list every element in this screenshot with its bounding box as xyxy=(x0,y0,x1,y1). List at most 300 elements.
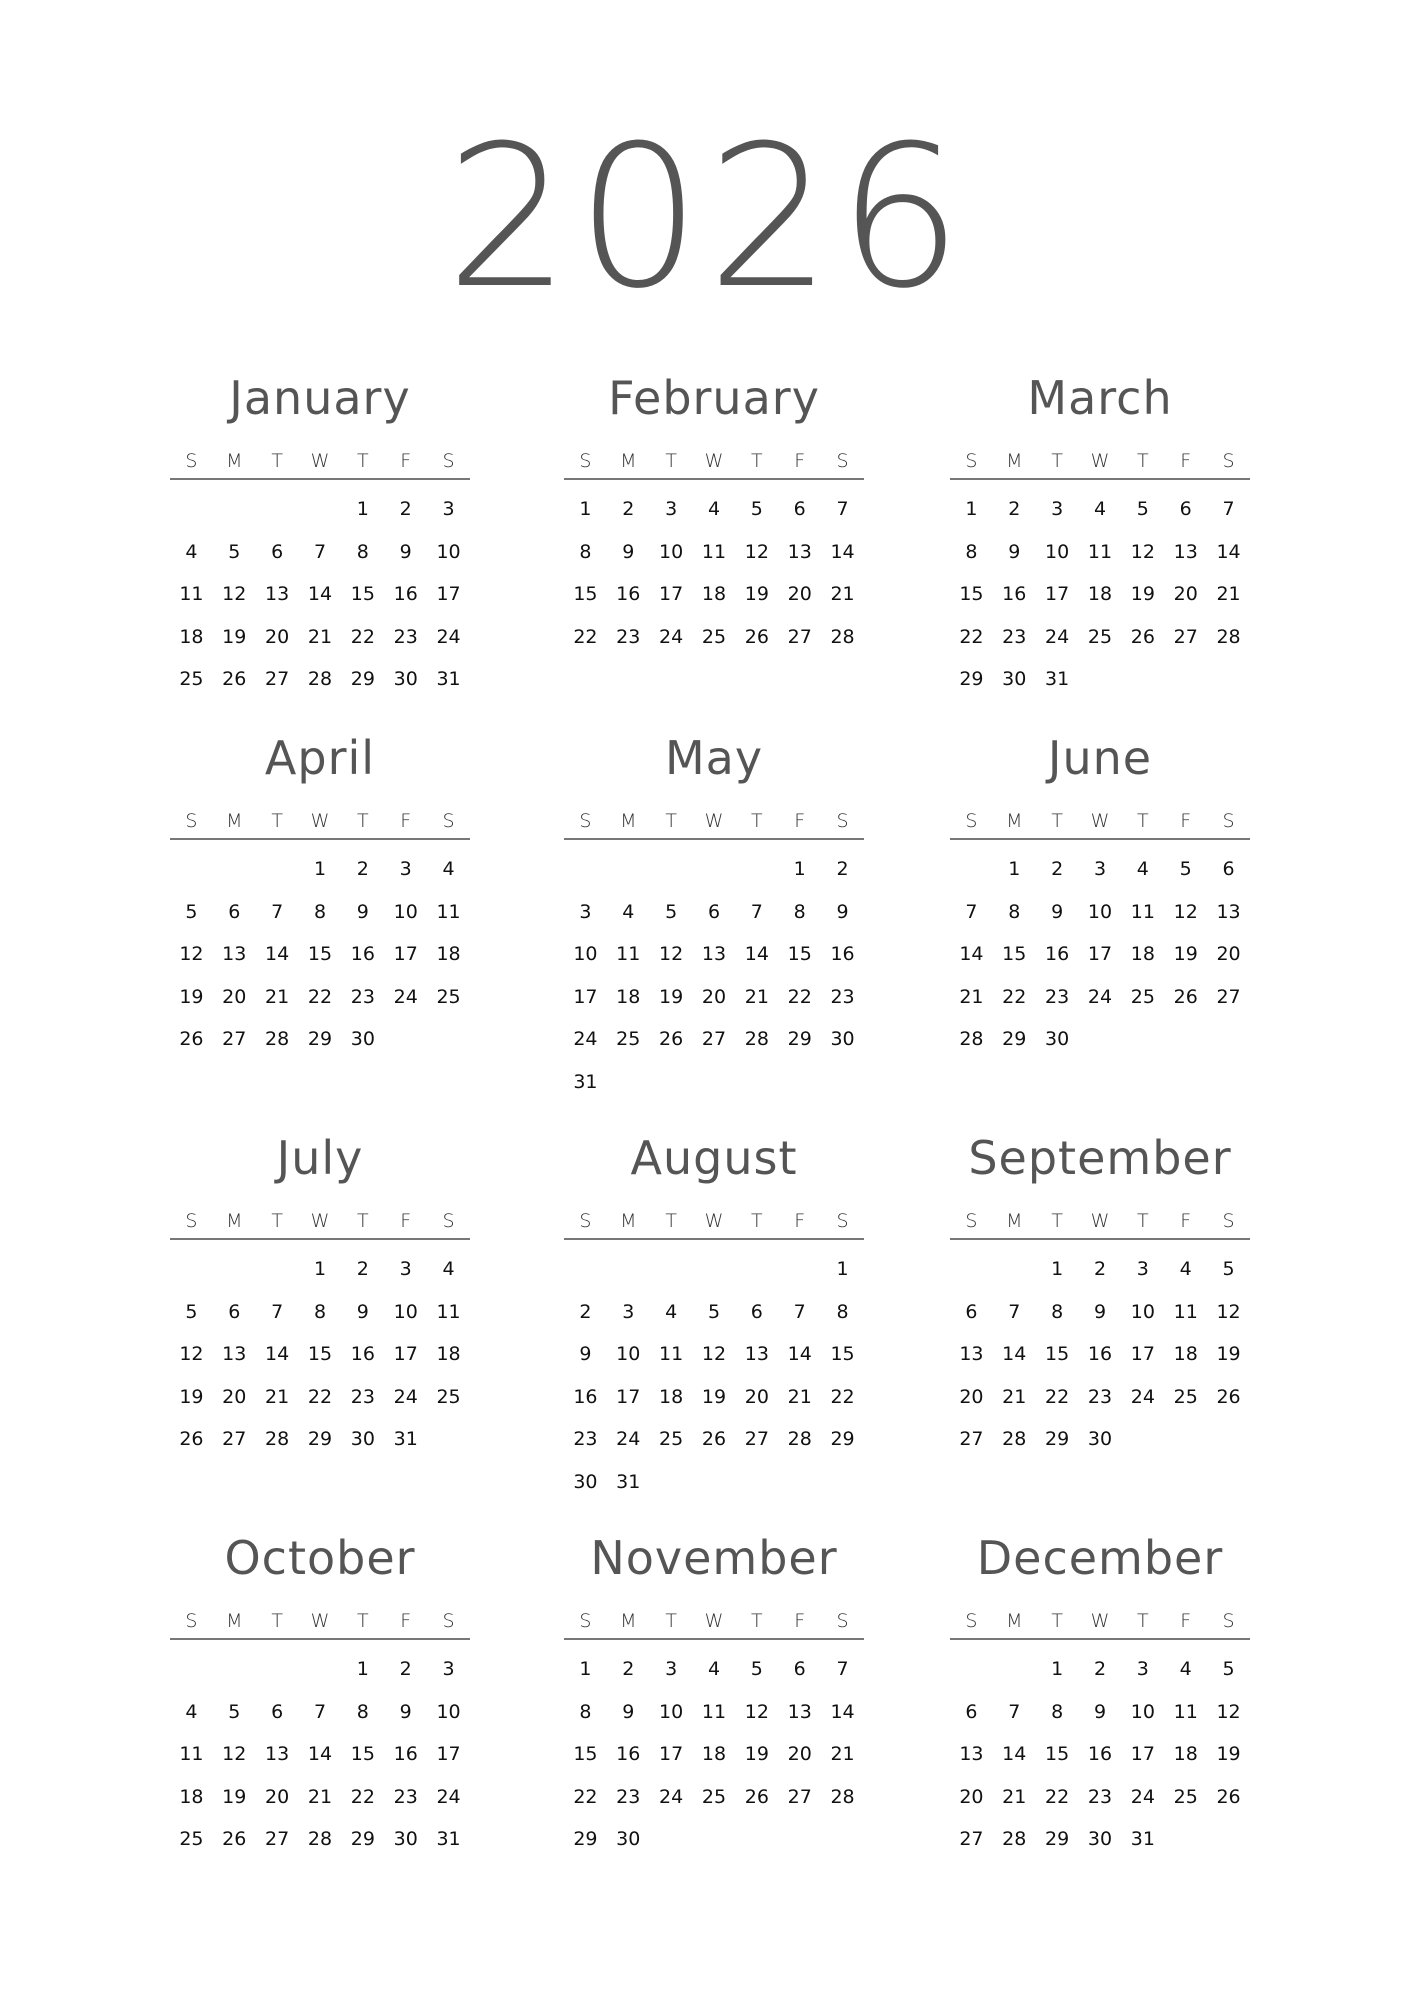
month-march xyxy=(950,371,1250,701)
day-cell: 28 xyxy=(830,1785,855,1808)
weekday-label: S xyxy=(442,450,455,472)
day-cell: 9 xyxy=(622,540,635,563)
month-name: February xyxy=(608,371,820,425)
day-cell: 29 xyxy=(1045,1428,1070,1450)
day-cell: 5 xyxy=(228,1700,241,1723)
day-grid xyxy=(170,1648,470,1861)
month-name: January xyxy=(229,371,411,425)
day-cell: 4 xyxy=(1136,858,1149,880)
day-cell: 15 xyxy=(573,583,598,605)
day-cell: 6 xyxy=(271,1700,284,1723)
day-cell: 31 xyxy=(1045,668,1070,690)
day-cell: 16 xyxy=(573,1385,598,1408)
day-cell: 4 xyxy=(707,1658,721,1680)
weekday-label: S xyxy=(442,810,455,832)
day-cell: 23 xyxy=(350,1385,375,1408)
day-cell: 7 xyxy=(313,1700,327,1723)
day-cell: 5 xyxy=(750,498,763,520)
day-cell: 25 xyxy=(1130,985,1155,1008)
day-cell: 1 xyxy=(579,1658,592,1680)
day-cell: 21 xyxy=(1002,1385,1027,1408)
day-cell: 2 xyxy=(399,498,412,520)
day-cell: 31 xyxy=(436,1828,461,1850)
day-cell: 4 xyxy=(185,1700,198,1723)
day-cell: 3 xyxy=(442,1658,455,1680)
day-cell: 20 xyxy=(787,1743,812,1765)
day-cell: 26 xyxy=(659,1028,684,1050)
day-cell: 19 xyxy=(1216,1743,1241,1765)
day-cell: 11 xyxy=(1130,900,1155,923)
day-cell: 11 xyxy=(179,583,204,605)
empty-day-cell xyxy=(564,848,607,891)
day-cell: 22 xyxy=(573,1785,598,1808)
day-cell: 6 xyxy=(707,900,721,923)
day-grid xyxy=(950,1248,1250,1461)
weekday-label: S xyxy=(442,1210,455,1232)
day-cell: 7 xyxy=(1008,1700,1021,1723)
day-cell: 20 xyxy=(701,985,727,1008)
day-cell: 21 xyxy=(1216,583,1241,605)
weekday-label: M xyxy=(620,1610,637,1632)
day-cell: 10 xyxy=(1087,900,1113,923)
day-cell: 11 xyxy=(1173,1700,1198,1723)
day-cell: 5 xyxy=(1222,1258,1235,1280)
weekday-label: S xyxy=(185,1210,198,1232)
day-cell: 25 xyxy=(436,985,461,1008)
day-cell: 3 xyxy=(399,1258,412,1280)
day-cell: 14 xyxy=(307,583,333,605)
day-cell: 10 xyxy=(1045,540,1070,563)
day-cell: 9 xyxy=(399,1700,412,1723)
day-cell: 7 xyxy=(836,1658,849,1680)
day-cell: 3 xyxy=(622,1300,635,1323)
day-cell: 27 xyxy=(222,1428,247,1450)
day-cell: 26 xyxy=(744,625,769,648)
weekday-label: F xyxy=(794,810,806,832)
day-cell: 17 xyxy=(659,583,684,605)
day-cell: 5 xyxy=(185,900,198,923)
day-cell: 13 xyxy=(787,1700,812,1723)
day-cell: 10 xyxy=(393,1300,418,1323)
day-cell: 22 xyxy=(307,985,333,1008)
day-cell: 25 xyxy=(179,668,204,690)
month-october xyxy=(170,1531,470,1861)
empty-day-cell xyxy=(256,488,299,531)
weekday-label: F xyxy=(1180,450,1192,472)
weekday-label: S xyxy=(579,1610,592,1632)
day-cell: 13 xyxy=(222,1343,247,1365)
weekday-label: F xyxy=(794,1210,806,1232)
day-cell: 1 xyxy=(1051,1658,1064,1680)
day-cell: 15 xyxy=(1002,943,1027,965)
empty-day-cell xyxy=(607,848,650,891)
day-cell: 2 xyxy=(1093,1658,1107,1680)
day-cell: 22 xyxy=(830,1385,855,1408)
day-grid xyxy=(170,848,470,1061)
day-cell: 18 xyxy=(179,625,204,648)
weekday-label: T xyxy=(1137,1610,1149,1632)
day-cell: 26 xyxy=(222,1828,247,1850)
weekday-label: T xyxy=(271,810,283,832)
day-cell: 20 xyxy=(265,1785,290,1808)
day-cell: 19 xyxy=(744,583,769,605)
day-cell: 6 xyxy=(271,540,284,563)
day-cell: 27 xyxy=(1216,985,1241,1008)
weekday-header xyxy=(950,1198,1250,1240)
day-grid xyxy=(564,1248,864,1503)
day-cell: 1 xyxy=(965,498,978,520)
day-cell: 1 xyxy=(313,1258,327,1280)
day-cell: 28 xyxy=(1216,625,1241,648)
day-cell: 2 xyxy=(1093,1258,1107,1280)
month-name: May xyxy=(664,731,764,785)
day-cell: 13 xyxy=(701,943,727,965)
day-cell: 30 xyxy=(1087,1828,1113,1850)
month-february xyxy=(564,371,864,658)
day-cell: 19 xyxy=(179,1385,204,1408)
day-cell: 7 xyxy=(271,900,284,923)
weekday-label: T xyxy=(751,1210,763,1232)
day-cell: 24 xyxy=(1130,1785,1155,1808)
day-cell: 26 xyxy=(179,1028,204,1050)
day-cell: 16 xyxy=(393,583,418,605)
weekday-label: W xyxy=(704,810,724,832)
day-cell: 30 xyxy=(830,1028,855,1050)
empty-day-cell xyxy=(735,1248,778,1291)
day-cell: 23 xyxy=(830,985,855,1008)
day-cell: 25 xyxy=(701,1785,727,1808)
day-cell: 6 xyxy=(750,1300,763,1323)
day-cell: 1 xyxy=(1008,858,1021,880)
day-cell: 22 xyxy=(307,1385,333,1408)
day-cell: 22 xyxy=(1002,985,1027,1008)
day-cell: 21 xyxy=(307,1785,333,1808)
day-cell: 7 xyxy=(965,900,978,923)
day-cell: 23 xyxy=(1002,625,1027,648)
day-cell: 22 xyxy=(573,625,598,648)
year-title: 2026 xyxy=(445,104,969,332)
day-cell: 20 xyxy=(265,625,290,648)
day-cell: 9 xyxy=(1051,900,1064,923)
day-cell: 28 xyxy=(265,1428,290,1450)
day-cell: 5 xyxy=(707,1300,721,1323)
day-cell: 18 xyxy=(1087,583,1113,605)
day-cell: 23 xyxy=(393,625,418,648)
day-cell: 2 xyxy=(836,858,849,880)
day-cell: 19 xyxy=(1173,943,1198,965)
day-grid xyxy=(564,488,864,658)
weekday-label: S xyxy=(579,1210,592,1232)
day-cell: 27 xyxy=(744,1428,769,1450)
day-cell: 8 xyxy=(313,1300,327,1323)
day-cell: 9 xyxy=(622,1700,635,1723)
day-cell: 8 xyxy=(1008,900,1021,923)
day-cell: 18 xyxy=(1130,943,1155,965)
day-cell: 6 xyxy=(228,900,241,923)
weekday-label: F xyxy=(400,450,412,472)
day-cell: 30 xyxy=(393,668,418,690)
empty-day-cell xyxy=(564,1248,607,1291)
weekday-label: T xyxy=(1137,810,1149,832)
weekday-label: W xyxy=(704,450,724,472)
weekday-header xyxy=(170,798,470,840)
day-cell: 8 xyxy=(1051,1700,1064,1723)
day-cell: 29 xyxy=(1002,1028,1027,1050)
day-cell: 9 xyxy=(399,540,412,563)
day-cell: 4 xyxy=(442,1258,455,1280)
day-cell: 18 xyxy=(1173,1743,1198,1765)
day-cell: 26 xyxy=(701,1428,727,1450)
weekday-label: T xyxy=(665,450,677,472)
day-cell: 20 xyxy=(222,1385,247,1408)
day-cell: 24 xyxy=(1087,985,1113,1008)
day-cell: 12 xyxy=(701,1343,727,1365)
weekday-label: T xyxy=(751,1610,763,1632)
day-cell: 14 xyxy=(830,540,855,563)
day-cell: 8 xyxy=(965,540,978,563)
day-cell: 29 xyxy=(573,1828,598,1850)
empty-day-cell xyxy=(950,848,993,891)
day-cell: 13 xyxy=(959,1343,984,1365)
day-cell: 15 xyxy=(307,1343,333,1365)
day-cell: 4 xyxy=(665,1300,678,1323)
day-cell: 7 xyxy=(750,900,763,923)
weekday-label: S xyxy=(1222,1210,1235,1232)
day-cell: 29 xyxy=(350,668,375,690)
day-cell: 16 xyxy=(393,1743,418,1765)
weekday-label: F xyxy=(400,1210,412,1232)
day-cell: 23 xyxy=(1087,1385,1113,1408)
weekday-header xyxy=(170,438,470,480)
empty-day-cell xyxy=(693,1248,736,1291)
day-cell: 30 xyxy=(573,1470,598,1493)
day-cell: 21 xyxy=(1002,1785,1027,1808)
day-cell: 23 xyxy=(393,1785,418,1808)
day-cell: 22 xyxy=(787,985,812,1008)
day-cell: 2 xyxy=(1008,498,1021,520)
day-cell: 29 xyxy=(959,668,984,690)
month-july xyxy=(170,1131,470,1461)
day-cell: 19 xyxy=(222,1785,247,1808)
day-grid xyxy=(950,1648,1250,1861)
weekday-label: S xyxy=(836,1210,849,1232)
day-cell: 10 xyxy=(436,1700,461,1723)
weekday-label: T xyxy=(665,1610,677,1632)
day-cell: 27 xyxy=(787,625,812,648)
day-cell: 4 xyxy=(1179,1258,1192,1280)
day-cell: 30 xyxy=(1002,668,1027,690)
day-cell: 25 xyxy=(659,1428,684,1450)
weekday-label: S xyxy=(836,810,849,832)
day-cell: 19 xyxy=(1216,1343,1241,1365)
day-cell: 26 xyxy=(744,1785,769,1808)
day-cell: 14 xyxy=(265,1343,290,1365)
weekday-label: S xyxy=(965,450,978,472)
empty-day-cell xyxy=(735,848,778,891)
empty-day-cell xyxy=(256,1648,299,1691)
day-cell: 13 xyxy=(1216,900,1241,923)
day-cell: 18 xyxy=(616,985,641,1008)
day-cell: 14 xyxy=(959,943,984,965)
day-cell: 28 xyxy=(830,625,855,648)
day-cell: 12 xyxy=(659,943,684,965)
day-cell: 2 xyxy=(579,1300,592,1323)
weekday-label: F xyxy=(794,450,806,472)
day-cell: 2 xyxy=(622,1658,635,1680)
day-cell: 7 xyxy=(793,1300,806,1323)
day-cell: 21 xyxy=(744,985,769,1008)
day-cell: 27 xyxy=(265,668,290,690)
weekday-label: W xyxy=(310,810,330,832)
day-cell: 18 xyxy=(659,1385,684,1408)
weekday-header xyxy=(564,1198,864,1240)
day-cell: 18 xyxy=(179,1785,204,1808)
day-cell: 3 xyxy=(1051,498,1064,520)
day-cell: 5 xyxy=(185,1300,198,1323)
weekday-header xyxy=(170,1598,470,1640)
day-cell: 26 xyxy=(1173,985,1198,1008)
day-cell: 27 xyxy=(265,1828,290,1850)
day-cell: 4 xyxy=(442,858,455,880)
day-cell: 25 xyxy=(1173,1385,1198,1408)
month-august xyxy=(564,1131,864,1503)
day-cell: 16 xyxy=(1002,583,1027,605)
day-cell: 9 xyxy=(836,900,849,923)
day-cell: 12 xyxy=(744,540,769,563)
weekday-label: T xyxy=(357,450,369,472)
day-cell: 3 xyxy=(1136,1258,1149,1280)
weekday-label: T xyxy=(271,450,283,472)
day-cell: 3 xyxy=(1093,858,1107,880)
day-cell: 30 xyxy=(350,1028,375,1050)
day-cell: 15 xyxy=(1045,1343,1070,1365)
day-cell: 16 xyxy=(616,583,641,605)
day-cell: 12 xyxy=(179,1343,204,1365)
day-cell: 12 xyxy=(222,1743,247,1765)
month-name: November xyxy=(590,1531,838,1585)
weekday-label: W xyxy=(1090,450,1110,472)
weekday-label: M xyxy=(1006,1210,1023,1232)
day-cell: 29 xyxy=(350,1828,375,1850)
day-cell: 2 xyxy=(356,1258,369,1280)
day-cell: 20 xyxy=(1173,583,1198,605)
day-cell: 7 xyxy=(271,1300,284,1323)
weekday-label: S xyxy=(965,1210,978,1232)
day-cell: 28 xyxy=(1002,1828,1027,1850)
day-cell: 18 xyxy=(701,583,727,605)
day-cell: 31 xyxy=(573,1070,598,1093)
day-cell: 19 xyxy=(1130,583,1155,605)
month-december xyxy=(950,1531,1250,1861)
day-cell: 28 xyxy=(959,1028,984,1050)
day-cell: 14 xyxy=(1216,540,1241,563)
day-cell: 29 xyxy=(307,1428,333,1450)
day-cell: 21 xyxy=(265,985,290,1008)
weekday-label: M xyxy=(226,450,243,472)
day-cell: 17 xyxy=(616,1385,641,1408)
day-cell: 2 xyxy=(399,1658,412,1680)
day-cell: 10 xyxy=(1130,1700,1155,1723)
weekday-label: S xyxy=(836,450,849,472)
day-cell: 4 xyxy=(622,900,635,923)
day-cell: 1 xyxy=(356,1658,369,1680)
weekday-label: M xyxy=(226,1210,243,1232)
day-cell: 16 xyxy=(1087,1743,1113,1765)
empty-day-cell xyxy=(299,488,342,531)
month-september xyxy=(950,1131,1250,1461)
day-cell: 26 xyxy=(1216,1385,1241,1408)
weekday-label: S xyxy=(1222,1610,1235,1632)
day-cell: 17 xyxy=(436,583,461,605)
day-cell: 17 xyxy=(1130,1343,1155,1365)
day-cell: 22 xyxy=(350,1785,375,1808)
day-cell: 24 xyxy=(659,1785,684,1808)
empty-day-cell xyxy=(170,1648,213,1691)
day-cell: 25 xyxy=(1087,625,1113,648)
day-cell: 8 xyxy=(579,1700,592,1723)
month-may xyxy=(564,731,864,1103)
day-cell: 24 xyxy=(393,985,418,1008)
empty-day-cell xyxy=(607,1248,650,1291)
month-april xyxy=(170,731,470,1061)
weekday-label: F xyxy=(1180,1210,1192,1232)
day-cell: 20 xyxy=(787,583,812,605)
day-cell: 21 xyxy=(959,985,984,1008)
day-cell: 10 xyxy=(1130,1300,1155,1323)
day-cell: 21 xyxy=(265,1385,290,1408)
weekday-label: W xyxy=(1090,1610,1110,1632)
month-name: October xyxy=(224,1531,416,1585)
day-cell: 28 xyxy=(787,1428,812,1450)
weekday-label: S xyxy=(1222,450,1235,472)
day-cell: 31 xyxy=(1130,1828,1155,1850)
weekday-label: W xyxy=(704,1610,724,1632)
day-cell: 11 xyxy=(179,1743,204,1765)
weekday-label: M xyxy=(1006,1610,1023,1632)
weekday-label: M xyxy=(620,1210,637,1232)
day-cell: 30 xyxy=(350,1428,375,1450)
day-cell: 6 xyxy=(793,1658,806,1680)
day-cell: 29 xyxy=(830,1428,855,1450)
day-cell: 17 xyxy=(393,943,418,965)
day-cell: 16 xyxy=(1045,943,1070,965)
day-cell: 3 xyxy=(1136,1658,1149,1680)
day-cell: 1 xyxy=(793,858,806,880)
day-cell: 16 xyxy=(830,943,855,965)
weekday-label: F xyxy=(1180,810,1192,832)
day-cell: 24 xyxy=(616,1428,641,1450)
day-cell: 8 xyxy=(356,1700,369,1723)
day-cell: 13 xyxy=(787,540,812,563)
day-cell: 18 xyxy=(436,943,461,965)
day-cell: 30 xyxy=(616,1828,641,1850)
day-cell: 12 xyxy=(1130,540,1155,563)
weekday-label: F xyxy=(794,1610,806,1632)
day-cell: 22 xyxy=(350,625,375,648)
weekday-label: T xyxy=(271,1610,283,1632)
day-cell: 24 xyxy=(393,1385,418,1408)
day-cell: 10 xyxy=(393,900,418,923)
day-cell: 12 xyxy=(1216,1300,1241,1323)
empty-day-cell xyxy=(950,1648,993,1691)
day-grid xyxy=(564,848,864,1103)
day-cell: 5 xyxy=(750,1658,763,1680)
day-cell: 24 xyxy=(659,625,684,648)
empty-day-cell xyxy=(170,1248,213,1291)
day-cell: 10 xyxy=(436,540,461,563)
day-cell: 7 xyxy=(1222,498,1235,520)
day-cell: 29 xyxy=(787,1028,812,1050)
